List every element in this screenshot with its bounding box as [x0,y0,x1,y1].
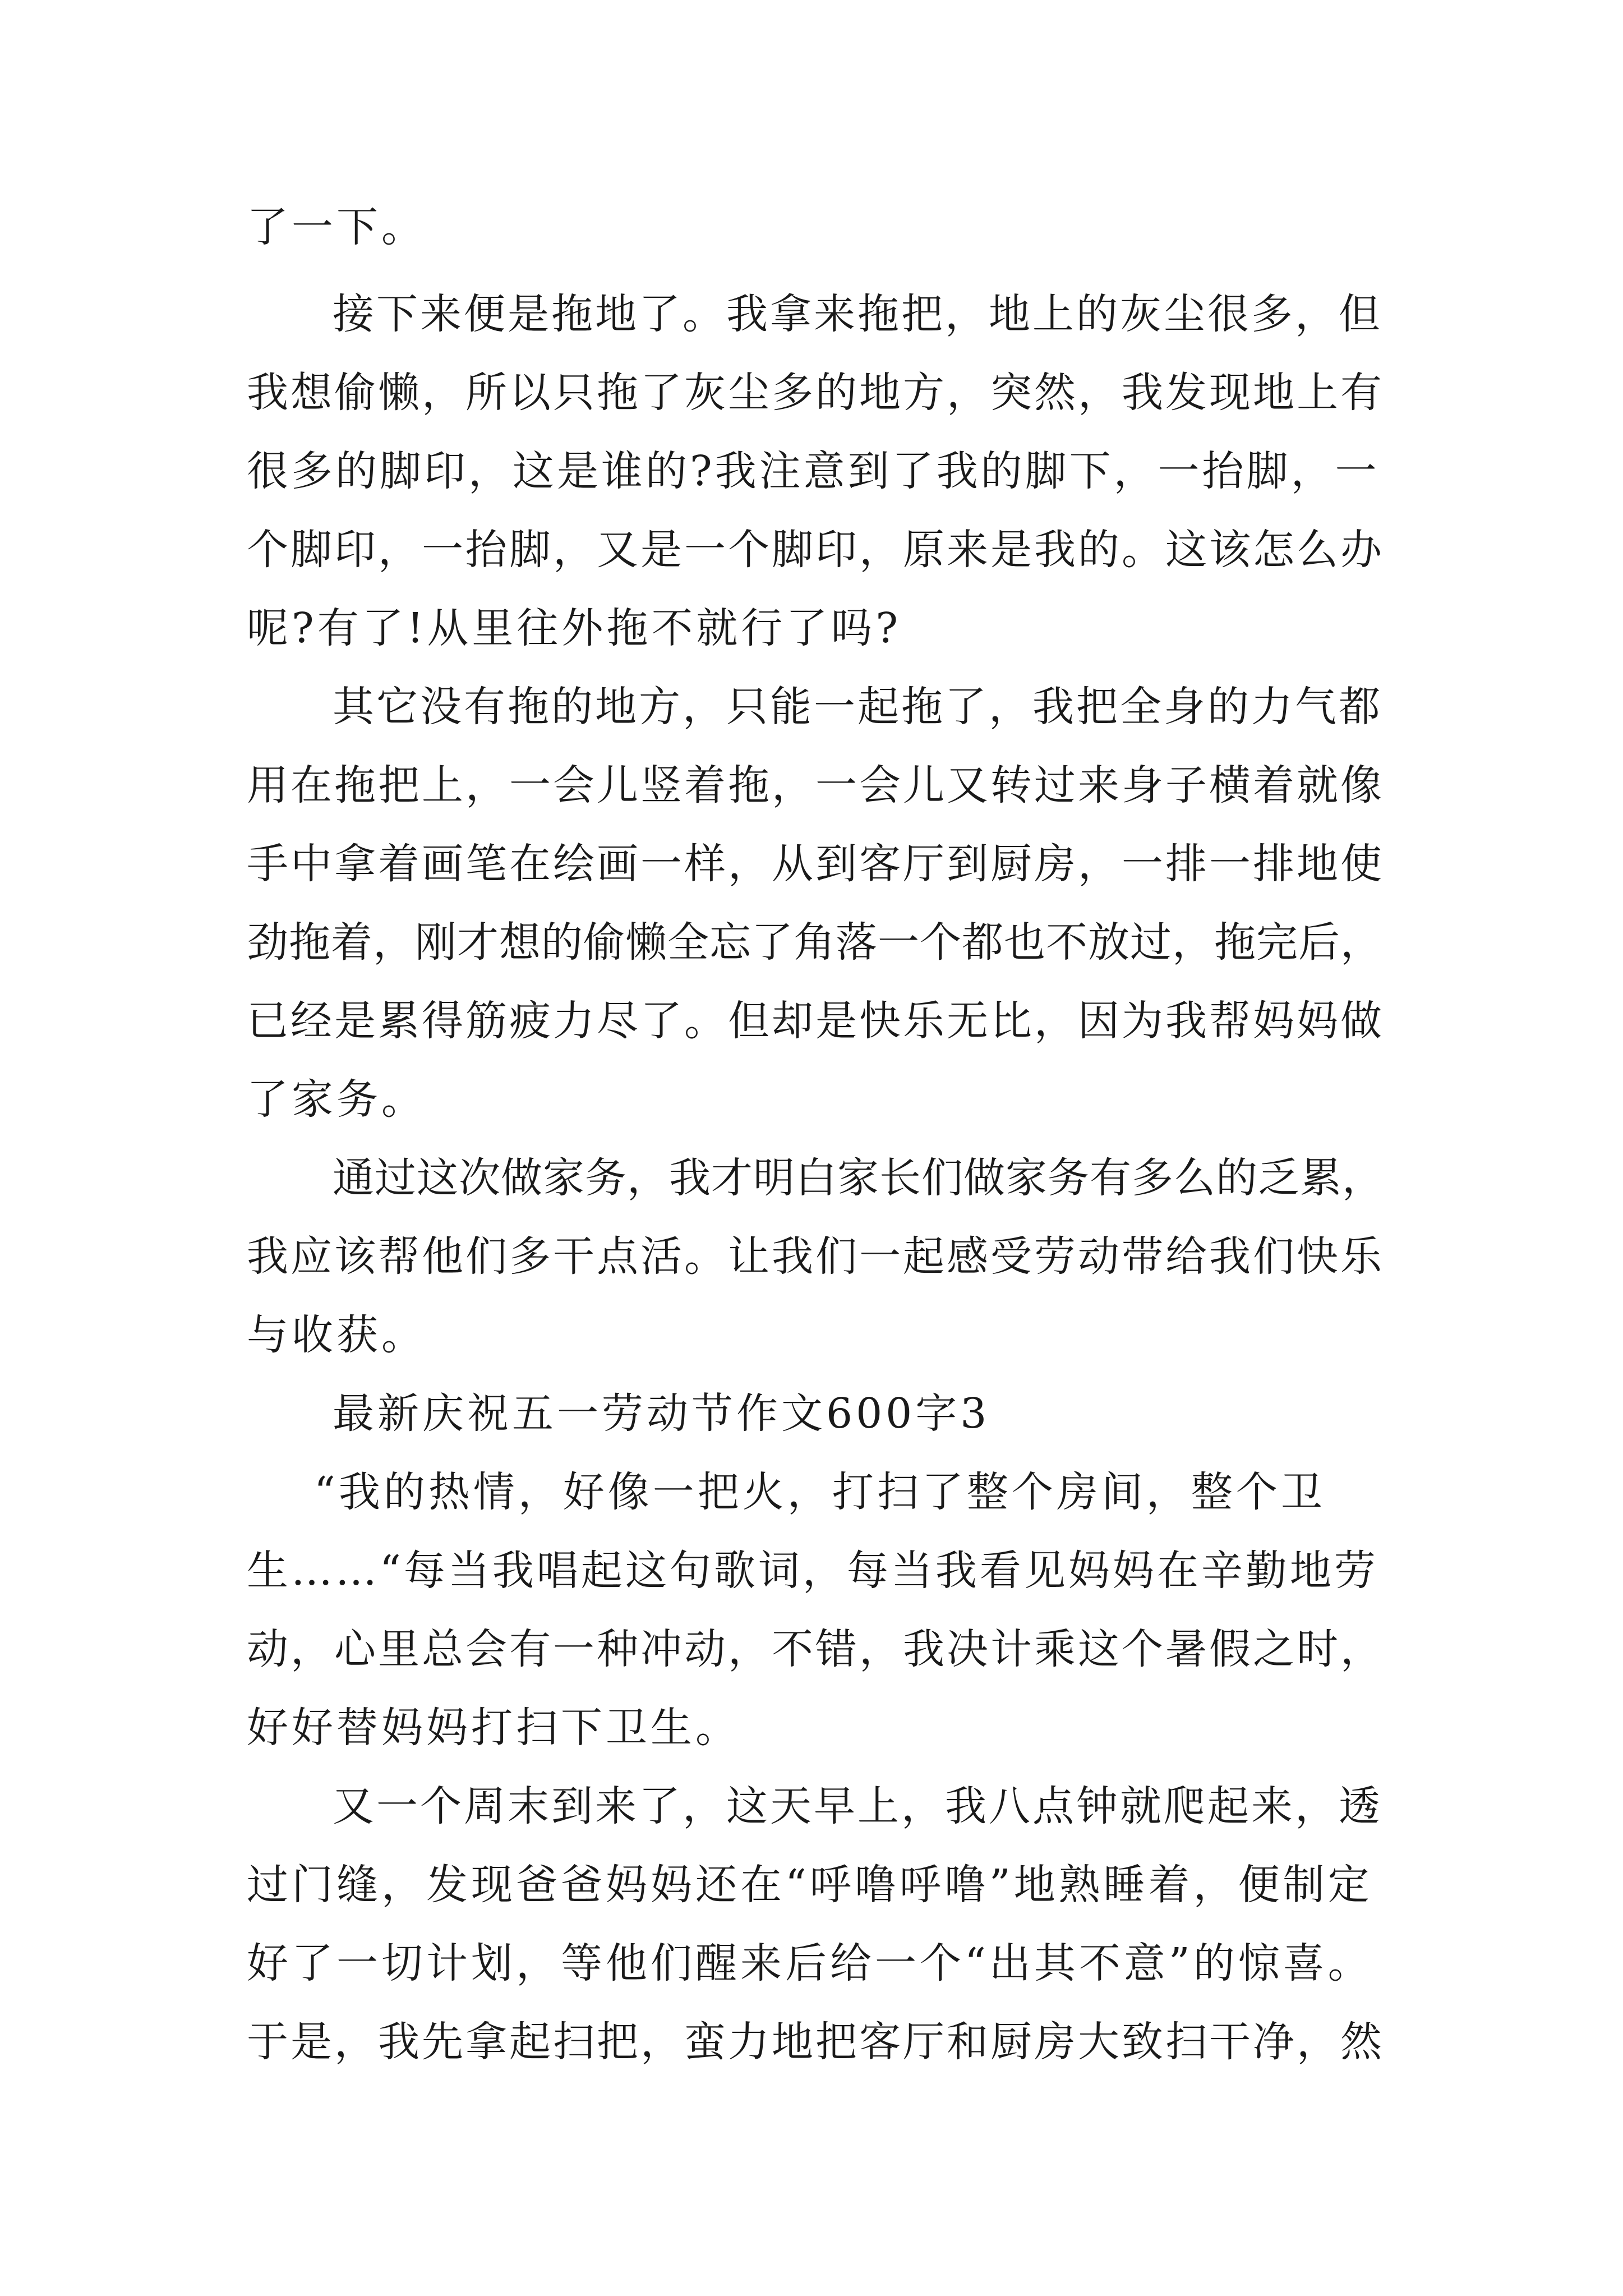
text-line: 又一个周末到来了，这天早上，我八点钟就爬起来，透 [333,1782,1382,1830]
text-line: 我应该帮他们多干点活。让我们一起感受劳动带给我们快乐 [247,1232,1384,1281]
section-heading: 最新庆祝五一劳动节作文600字3 [333,1389,990,1438]
text-line: 用在拖把上，一会儿竖着拖，一会儿又转过来身子横着就像 [247,761,1384,809]
text-line: 动，心里总会有一种冲动，不错，我决计乘这个暑假之时， [247,1625,1384,1673]
text-line: 了一下。 [247,203,426,251]
text-line: 过门缝，发现爸爸妈妈还在“呼噜呼噜”地熟睡着，便制定 [247,1861,1373,1909]
text-line: 其它没有拖的地方，只能一起拖了，我把全身的力气都 [333,683,1382,731]
text-line: 于是，我先拿起扫把，蛮力地把客厅和厨房大致扫干净，然 [247,2018,1384,2066]
text-line: 与收获。 [247,1311,426,1359]
text-line: “我的热情，好像一把火，打扫了整个房间，整个卫 [314,1468,1326,1516]
text-line: 我想偷懒，所以只拖了灰尘多的地方，突然，我发现地上有 [247,369,1384,417]
text-line: 已经是累得筋疲力尽了。但却是快乐无比，因为我帮妈妈做 [247,997,1384,1045]
text-line: 通过这次做家务，我才明白家长们做家务有多么的乏累， [333,1154,1384,1202]
text-line: 呢?有了!从里往外拖不就行了吗? [247,604,902,652]
text-line: 生……“每当我唱起这句歌词，每当我看见妈妈在辛勤地劳 [247,1547,1378,1595]
text-line: 好好替妈妈打扫下卫生。 [247,1704,740,1752]
text-line: 了家务。 [247,1075,426,1124]
text-line: 个脚印，一抬脚，又是一个脚印，原来是我的。这该怎么办 [247,526,1384,574]
text-line: 很多的脚印，这是谁的?我注意到了我的脚下，一抬脚，一 [247,447,1380,495]
text-line: 接下来便是拖地了。我拿来拖把，地上的灰尘很多，但 [333,290,1382,338]
text-line: 好了一切计划，等他们醒来后给一个“出其不意”的惊喜。 [247,1939,1373,1987]
text-line: 手中拿着画笔在绘画一样，从到客厅到厨房，一排一排地使 [247,840,1384,888]
text-line: 劲拖着，刚才想的偷懒全忘了角落一个都也不放过，拖完后， [247,918,1382,967]
